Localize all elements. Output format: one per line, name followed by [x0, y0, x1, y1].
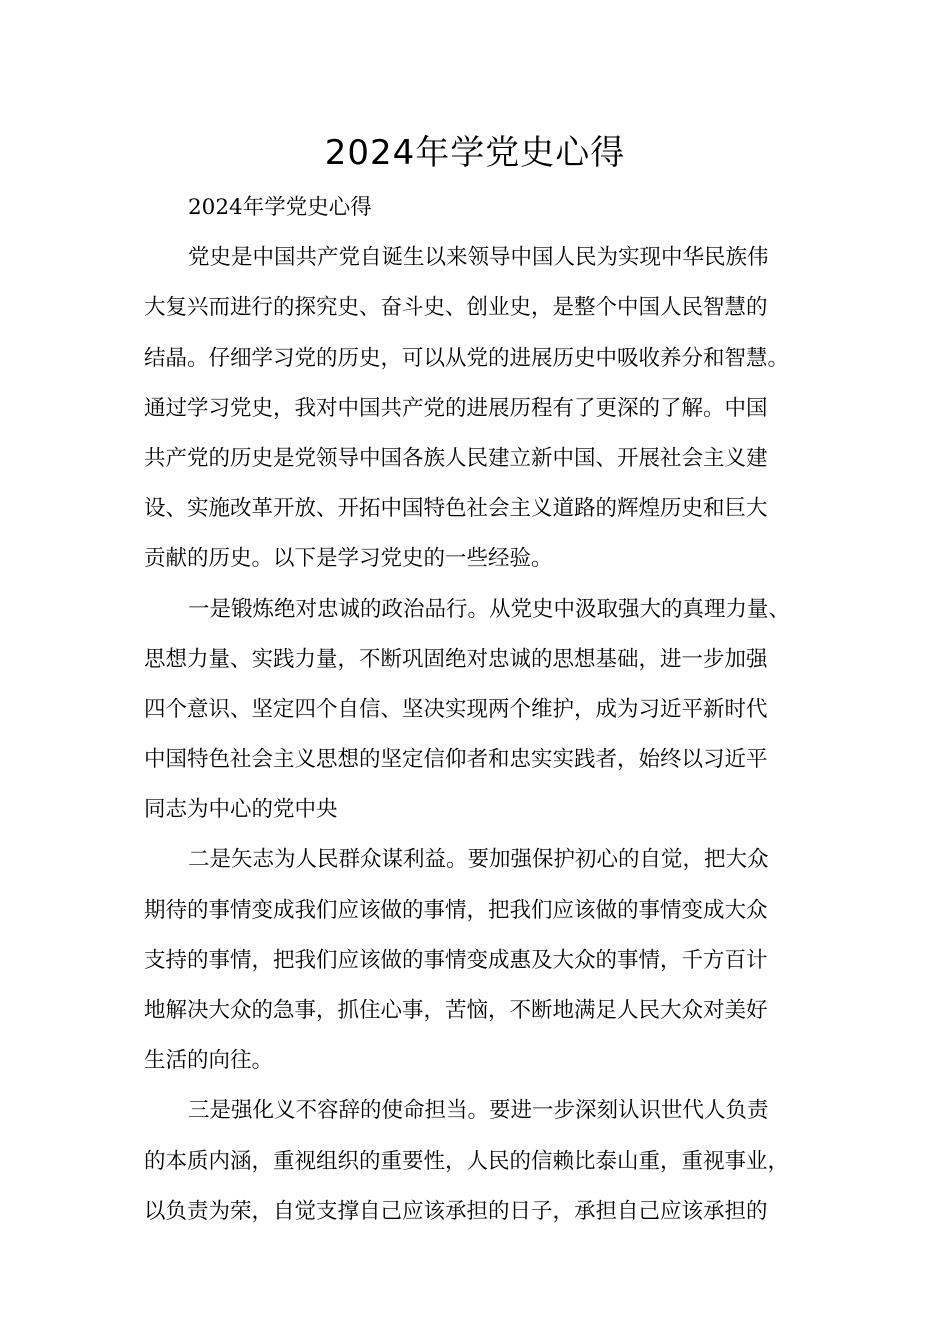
paragraph-3	[144, 835, 812, 1086]
paragraph-line: 大复兴而进行的探究史、奋斗史、创业史，是整个中国人民智慧的	[144, 295, 768, 321]
paragraph-line: 三是强化义不容辞的使命担当。要进一步深刻认识世代人负责	[188, 1098, 769, 1124]
paragraph-line: 地解决大众的急事，抓住心事，苦恼，不断地满足人民大众对美好	[144, 998, 768, 1023]
paragraph-line: 通过学习党史，我对中国共产党的进展历程有了更深的了解。中国	[144, 395, 768, 421]
paragraph-line: 二是矢志为人民群众谋利益。要加强保护初心的自觉，把大众	[188, 847, 769, 873]
paragraph-line: 支持的事情，把我们应该做的事情变成惠及大众的事情，千方百计	[144, 947, 768, 973]
document-subtitle: 2024年学党史心得	[188, 195, 372, 220]
paragraph-line: 同志为中心的党中央	[144, 797, 338, 823]
paragraph-4	[144, 1086, 812, 1237]
paragraph-line: 党史是中国共产党自诞生以来领导中国人民为实现中华民族伟	[188, 245, 769, 271]
paragraph-line: 一是锻炼绝对忠诚的政治品行。从党史中汲取强大的真理力量、	[188, 596, 791, 622]
paragraph-line: 生活的向往。	[144, 1048, 274, 1074]
paragraph-line: 共产党的历史是党领导中国各族人民建立新中国、开展社会主义建	[144, 445, 768, 471]
paragraph-2	[144, 585, 812, 836]
paragraph-line: 结晶。仔细学习党的历史，可以从党的进展历史中吸收养分和智慧。	[144, 345, 790, 371]
paragraph-line: 思想力量、实践力量，不断巩固绝对忠诚的思想基础，进一步加强	[144, 646, 768, 672]
paragraph-line: 以负责为荣，自觉支撑自己应该承担的日子，承担自己应该承担的	[144, 1198, 768, 1224]
paragraph-line: 期待的事情变成我们应该做的事情，把我们应该做的事情变成大众	[144, 897, 768, 923]
paragraph-line: 贡献的历史。以下是学习党史的一些经验。	[144, 546, 553, 572]
document-body	[144, 183, 812, 1237]
paragraph-line: 设、实施改革开放、开拓中国特色社会主义道路的辉煌历史和巨大	[144, 496, 768, 522]
paragraph-line: 的本质内涵，重视组织的重要性，人民的信赖比泰山重，重视事业，	[144, 1148, 790, 1174]
paragraph-line: 四个意识、坚定四个自信、坚决实现两个维护，成为习近平新时代	[144, 696, 768, 722]
paragraph-line: 中国特色社会主义思想的坚定信仰者和忠实实践者，始终以习近平	[144, 747, 768, 773]
paragraph-1	[144, 233, 812, 584]
document-title: 2024年学党史心得	[324, 133, 626, 173]
